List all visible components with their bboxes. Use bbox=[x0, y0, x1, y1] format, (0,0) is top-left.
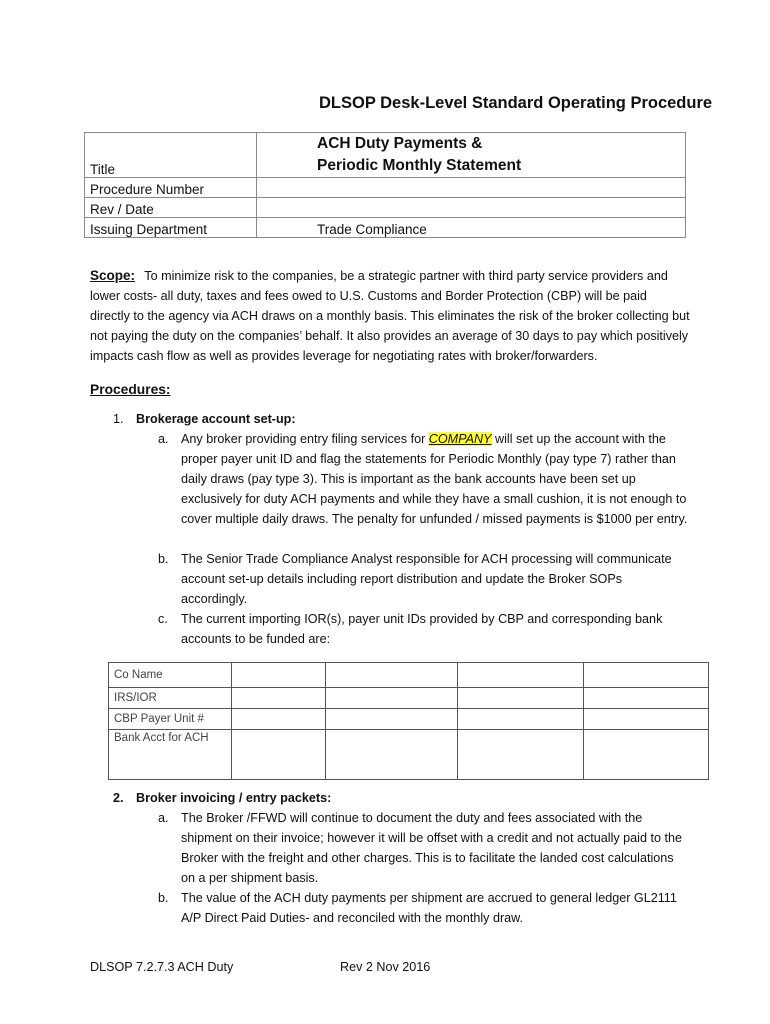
item-1a-text bbox=[181, 429, 691, 529]
table-row-label: Bank Acct for ACH bbox=[109, 730, 232, 780]
info-row-title bbox=[85, 133, 686, 178]
table-cell bbox=[458, 709, 583, 730]
item-1a-text-post: will set up the account with the proper payer unit ID and flag the statements for Periodic Monthly (pay type 7) rather than daily draws (pay type 3). This is important as the bank accounts have been set up exclusively for duty ACH payments and while they have a small cushion, it is not enough to cover multiple daily draws. The penalty for unfunded / missed payments is $1000 per entry. bbox=[181, 432, 688, 526]
item-1-number: 1. bbox=[113, 412, 124, 426]
info-value-issuing-department: Trade Compliance bbox=[257, 218, 686, 238]
table-cell bbox=[232, 730, 325, 780]
title-line-2: Periodic Monthly Statement bbox=[317, 157, 522, 174]
table-cell bbox=[583, 688, 708, 709]
table-cell bbox=[232, 663, 325, 688]
table-cell bbox=[583, 730, 708, 780]
company-highlight: COMPANY bbox=[428, 432, 492, 446]
footer-document-id: DLSOP 7.2.7.3 ACH Duty bbox=[90, 960, 234, 974]
item-2b-text: The value of the ACH duty payments per shipment are accrued to general ledger GL2111 A/P Direct Paid Duties- and reconciled with the monthly draw. bbox=[181, 891, 677, 925]
item-1c-letter: c. bbox=[158, 612, 168, 626]
table-row-label: Co Name bbox=[109, 663, 232, 688]
info-label-issuing-department: Issuing Department bbox=[85, 218, 257, 238]
table-cell bbox=[458, 663, 583, 688]
item-1-title: Brokerage account set-up: bbox=[136, 412, 296, 426]
table-cell bbox=[458, 730, 583, 780]
item-1c-text: The current importing IOR(s), payer unit IDs provided by CBP and corresponding bank accounts to be funded are: bbox=[181, 612, 663, 646]
item-2b-letter: b. bbox=[158, 891, 169, 905]
scope-paragraph bbox=[90, 266, 690, 366]
table-row bbox=[109, 663, 709, 688]
info-label-title: Title bbox=[85, 133, 257, 178]
info-value-procedure-number bbox=[257, 178, 686, 198]
info-row-procedure-number bbox=[85, 178, 686, 198]
info-label-rev-date: Rev / Date bbox=[85, 198, 257, 218]
table-cell bbox=[583, 663, 708, 688]
document-title: DLSOP Desk-Level Standard Operating Procedure bbox=[319, 94, 713, 112]
scope-text: To minimize risk to the companies, be a strategic partner with third party service providers and lower costs- all duty, taxes and fees owed to U.S. Customs and Border Protection (CBP) will be paid directly to the agency via ACH draws on a monthly basis. This eliminates the risk of the broker collecting but not paying the duty on the companies’ behalf. It also provides an average of 30 days to pay which positively impacts cash flow as well as provides leverage for negotiating rates with broker/forwarders. bbox=[90, 269, 690, 363]
item-1b-letter: b. bbox=[158, 552, 169, 566]
company-accounts-table bbox=[108, 662, 709, 780]
info-row-issuing-department bbox=[85, 218, 686, 238]
info-value-title bbox=[257, 133, 686, 178]
table-row bbox=[109, 730, 709, 780]
table-row-label: CBP Payer Unit # bbox=[109, 709, 232, 730]
footer-revision: Rev 2 Nov 2016 bbox=[340, 960, 431, 974]
table-cell bbox=[325, 730, 457, 780]
item-1a-text-pre: Any broker providing entry filing services for bbox=[181, 432, 429, 446]
table-cell bbox=[325, 688, 457, 709]
item-2-number: 2. bbox=[113, 791, 124, 805]
table-cell bbox=[232, 709, 325, 730]
procedures-heading: Procedures: bbox=[90, 382, 171, 397]
table-row bbox=[109, 709, 709, 730]
item-2-title: Broker invoicing / entry packets: bbox=[136, 791, 332, 805]
procedure-info-table bbox=[84, 132, 686, 238]
info-label-procedure-number: Procedure Number bbox=[85, 178, 257, 198]
table-cell bbox=[325, 663, 457, 688]
title-line-1: ACH Duty Payments & bbox=[317, 135, 483, 152]
item-1b-text: The Senior Trade Compliance Analyst responsible for ACH processing will communicate account set-up details including report distribution and update the Broker SOPs accordingly. bbox=[181, 552, 672, 606]
scope-label: Scope: bbox=[90, 268, 136, 283]
table-cell bbox=[232, 688, 325, 709]
item-2a-letter: a. bbox=[158, 811, 169, 825]
item-2a-text: The Broker /FFWD will continue to document the duty and fees associated with the shipment on their invoice; however it will be offset with a credit and not actually paid to the Broker with the freight and other charges. This is to facilitate the landed cost calculations on a per shipment basis. bbox=[181, 811, 682, 885]
item-1a-letter: a. bbox=[158, 432, 169, 446]
table-cell bbox=[583, 709, 708, 730]
info-row-rev-date bbox=[85, 198, 686, 218]
table-row-label: IRS/IOR bbox=[109, 688, 232, 709]
table-row bbox=[109, 688, 709, 709]
table-cell bbox=[458, 688, 583, 709]
table-cell bbox=[325, 709, 457, 730]
info-value-rev-date bbox=[257, 198, 686, 218]
